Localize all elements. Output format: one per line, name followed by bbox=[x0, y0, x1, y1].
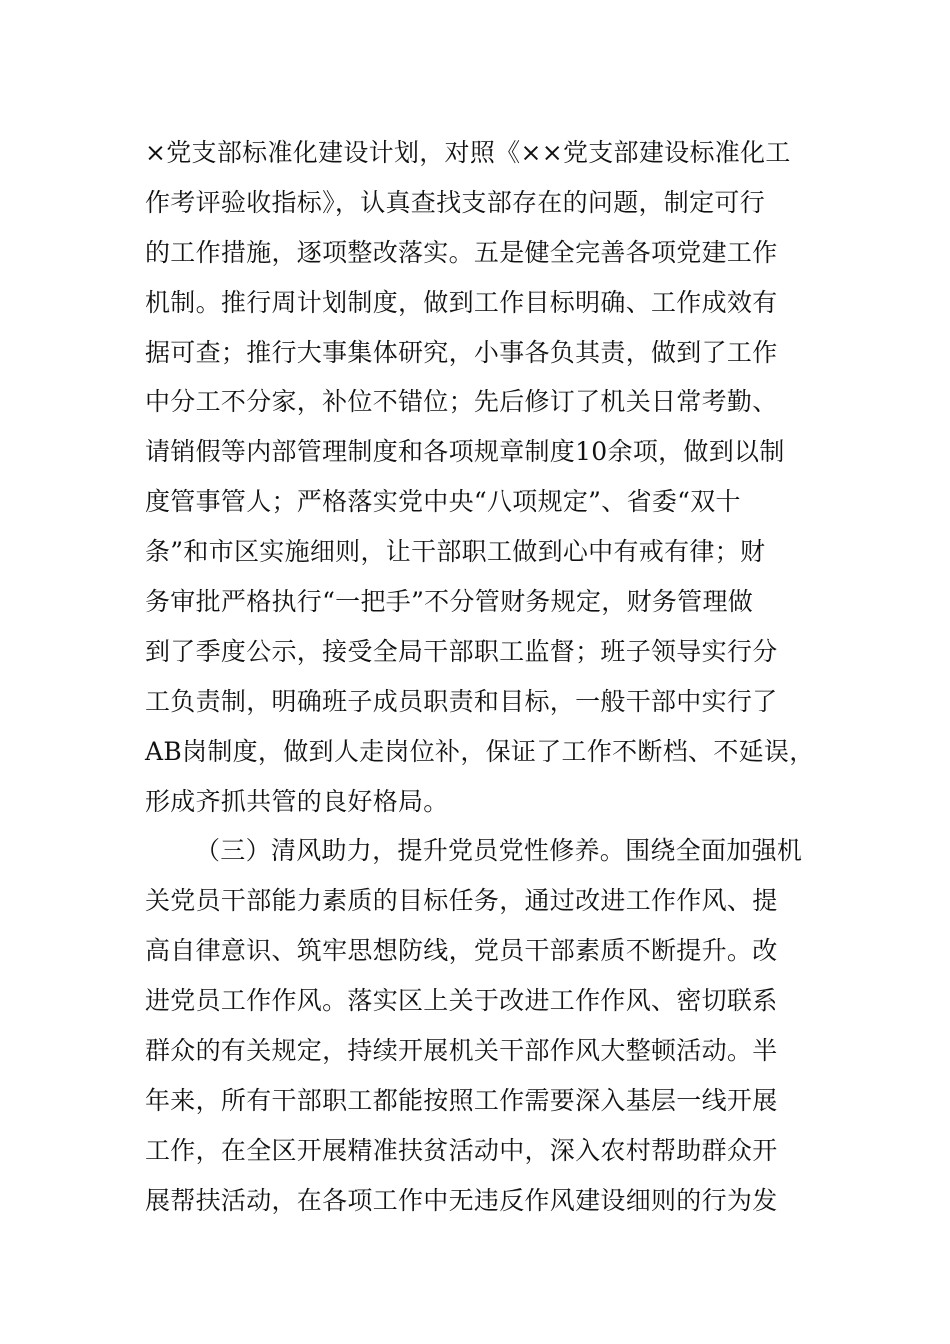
text-line: 群众的有关规定，持续开展机关干部作风大整顿活动。半 bbox=[145, 1036, 778, 1066]
text-line: 高自律意识、筑牢思想防线，党员干部素质不断提升。改 bbox=[145, 936, 778, 966]
text-line: 到了季度公示，接受全局干部职工监督；班子领导实行分 bbox=[145, 636, 778, 666]
text-line: 年来，所有干部职工都能按照工作需要深入基层一线开展 bbox=[145, 1085, 778, 1115]
text-line: ×党支部标准化建设计划，对照《××党支部建设标准化工 bbox=[145, 138, 791, 167]
body-text bbox=[145, 128, 825, 1226]
section-heading-line: （三）清风助力，提升党员党性修养。围绕全面加强机 bbox=[195, 836, 803, 866]
text-line: 请销假等内部管理制度和各项规章制度10余项，做到以制 bbox=[145, 437, 785, 467]
text-line: 条”和市区实施细则，让干部职工做到心中有戒有律；财 bbox=[145, 537, 766, 567]
text-line: 机制。推行周计划制度，做到工作目标明确、工作成效有 bbox=[145, 287, 778, 317]
text-line: 据可查；推行大事集体研究，小事各负其责，做到了工作 bbox=[145, 337, 778, 367]
text-line: 作考评验收指标》，认真查找支部存在的问题，制定可行 bbox=[145, 187, 766, 217]
text-line: 工负责制，明确班子成员职责和目标，一般干部中实行了 bbox=[145, 686, 778, 716]
text-line: 进党员工作作风。落实区上关于改进工作作风、密切联系 bbox=[145, 986, 778, 1016]
text-line: 关党员干部能力素质的目标任务，通过改进工作作风、提 bbox=[145, 886, 778, 916]
text-line: 的工作措施，逐项整改落实。五是健全完善各项党建工作 bbox=[145, 237, 778, 267]
text-line: 工作，在全区开展精准扶贫活动中，深入农村帮助群众开 bbox=[145, 1135, 778, 1165]
text-line: 中分工不分家，补位不错位；先后修订了机关日常考勤、 bbox=[145, 387, 778, 417]
text-line: 形成齐抓共管的良好格局。 bbox=[145, 786, 449, 816]
text-line: 务审批严格执行“一把手”不分管财务规定，财务管理做 bbox=[145, 587, 754, 617]
text-line: 展帮扶活动，在各项工作中无违反作风建设细则的行为发 bbox=[145, 1185, 778, 1215]
text-line: 度管事管人；严格落实党中央“八项规定”、省委“双十 bbox=[145, 487, 741, 517]
text-line: AB岗制度，做到人走岗位补，保证了工作不断档、不延误， bbox=[145, 736, 815, 766]
